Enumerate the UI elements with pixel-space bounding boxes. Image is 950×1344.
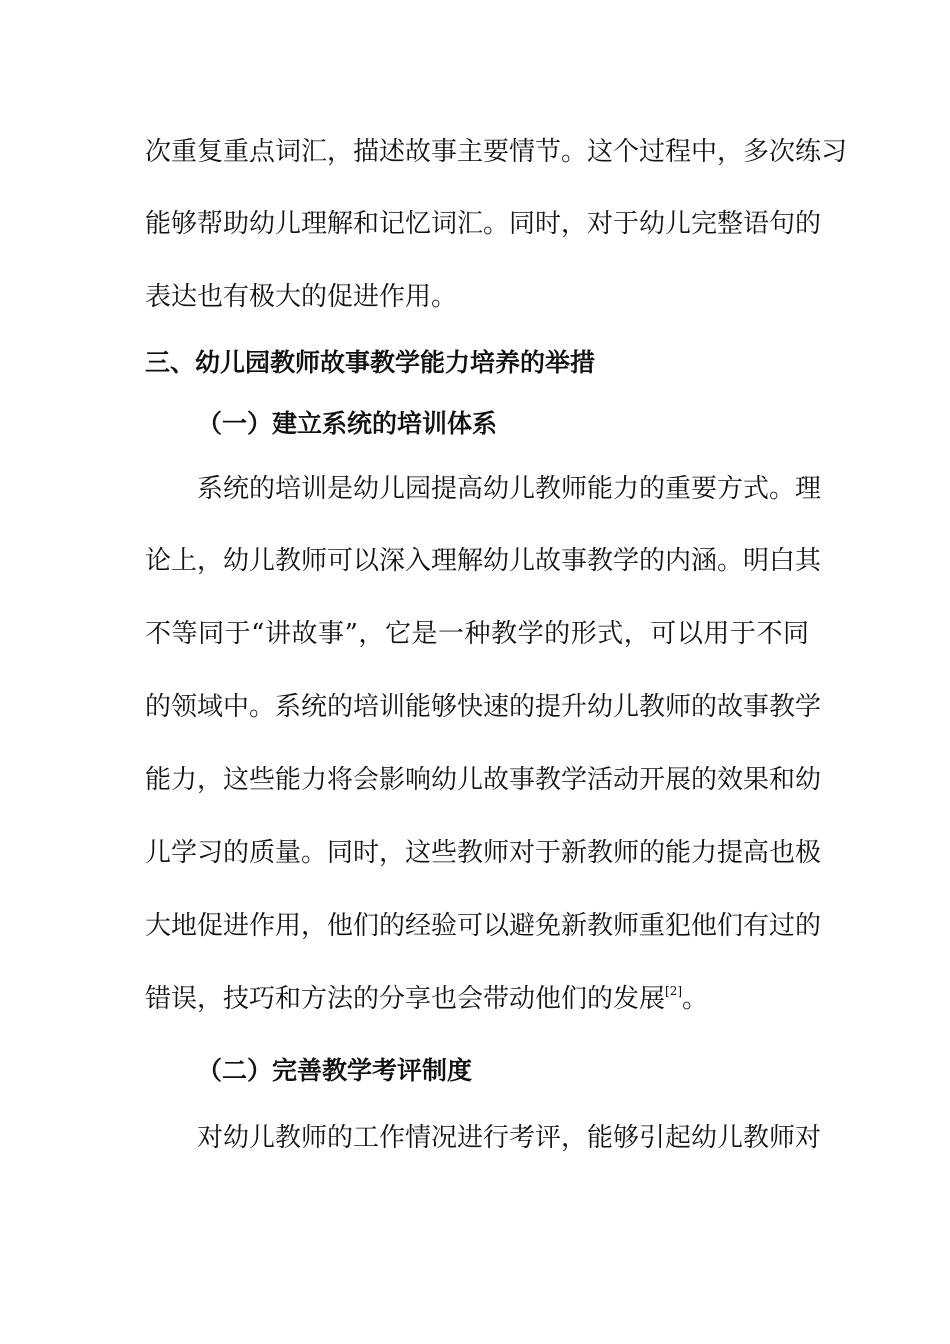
body-text-line: 对幼儿教师的工作情况进行考评，能够引起幼儿教师对 [197,1123,822,1153]
body-text-line: 论上，幼儿教师可以深入理解幼儿故事教学的内涵。明白其 [145,546,822,576]
subsection-heading: （二）完善教学考评制度 [197,1056,473,1085]
body-text-line: 能够帮助幼儿理解和记忆词汇。同时，对于幼儿完整语句的 [145,209,822,239]
body-text-line [145,983,809,1015]
body-text-line: 大地促进作用，他们的经验可以避免新教师重犯他们有过的 [145,911,822,941]
body-text-segment: 错误，技巧和方法的分享也会带动他们的发展 [145,984,666,1014]
section-heading: 三、幼儿园教师故事教学能力培养的举措 [145,348,596,377]
body-text-line: 次重复重点词汇，描述故事主要情节。这个过程中，多次练习 [145,137,848,167]
body-text-line: 的领域中。系统的培训能够快速的提升幼儿教师的故事教学 [145,692,822,722]
subsection-heading: （一）建立系统的培训体系 [197,409,498,438]
citation-reference: [2] [665,984,683,998]
body-text-line: 表达也有极大的促进作用。 [145,282,458,312]
body-text-line: 系统的培训是幼儿园提高幼儿教师能力的重要方式。理 [197,474,822,504]
body-text-line: 儿学习的质量。同时，这些教师对于新教师的能力提高也极 [145,838,822,868]
body-text-line: 能力，这些能力将会影响幼儿故事教学活动开展的效果和幼 [145,765,822,795]
body-text-line: 不等同于“讲故事”，它是一种教学的形式，可以用于不同 [145,619,809,649]
body-text-segment: 。 [682,984,709,1014]
